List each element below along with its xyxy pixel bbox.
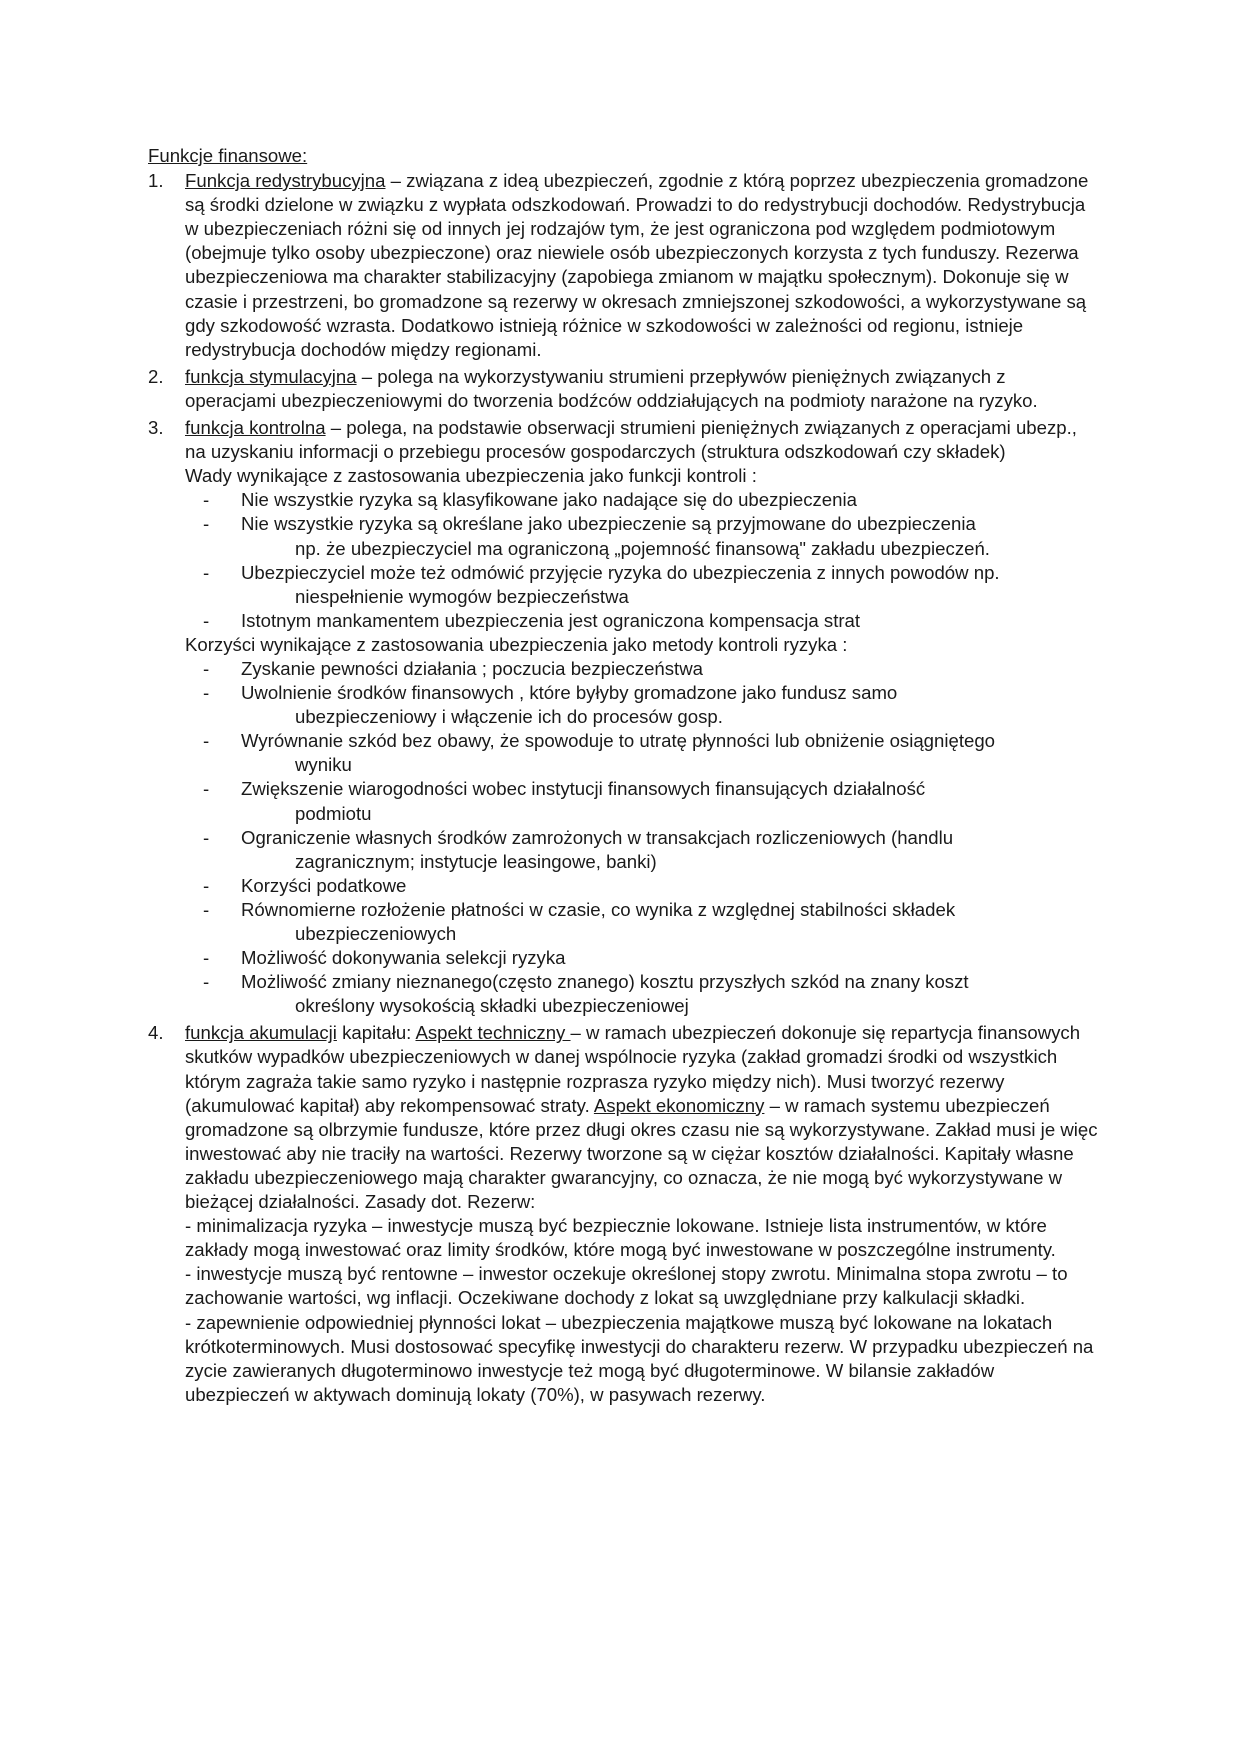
list-item: - Możliwość dokonywania selekcji ryzyka [185,946,1098,970]
list-item: - Uwolnienie środków finansowych , które byłyby gromadzone jako fundusz samo ubezpieczeniowy i włączenie ich do procesów gosp. [203,682,898,728]
list-item: - Ograniczenie własnych środków zamrożonych w transakcjach rozliczeniowych (handlu zagranicznym; instytucje leasingowe, banki) [203,826,954,872]
list-item: - Zwiększenie wiarogodności wobec instytucji finansowych finansujących działalność podmiotu [203,778,926,824]
dash-marker: - [203,657,210,679]
item-number: 3. [148,417,164,439]
term-accumulation: funkcja akumulacji [185,1022,337,1044]
document-title: Funkcje finansowe: [148,145,308,166]
item-text: – polega, na podstawie obserwacji strumieni pieniężnych związanych z operacjami ubezp., na uzyskaniu informacji o przebiegu procesów gospodarczych (struktura odszkodowań czy składek) [185,417,1077,463]
dash-marker: - [203,561,210,583]
term-technical-aspect: Aspekt techniczny [415,1022,571,1044]
dash-marker: - [203,898,210,920]
drawbacks-list [185,488,1098,633]
rule-liquidity: - zapewnienie odpowiedniej płynności lokat – ubezpieczenia majątkowe muszą być lokowane na lokatach krótkoterminowych. Musi dostosować specyfikę inwestycji do charakteru rezerw. W przypadku ubezpieczeń na zycie zawieranych długoterminowo inwestycje też mogą być długoterminowe. W bilansie zakładów ubezpieczeń w aktywach dominują lokaty (70%), w pasywach rezerwy. [185,1311,1094,1405]
benefits-heading: Korzyści wynikające z zastosowania ubezpieczenia jako metody kontroli ryzyka : [185,633,848,655]
term-control: funkcja kontrolna [185,417,326,439]
rule-profitability: - inwestycje muszą być rentowne – inwestor oczekuje określonej stopy zwrotu. Minimalna stopa zwrotu – to zachowanie wartości, wg inflacji. Oczekiwane dochody z lokat są uwzględniane przy kalkulacji składki. [185,1263,1068,1309]
list-item: - Równomierne rozłożenie płatności w czasie, co wynika z względnej stabilności składek ubezpieczeniowych [203,898,956,944]
dash-marker: - [203,874,210,896]
list-item: - Wyrównanie szkód bez obawy, że spowoduje to utratę płynności lub obniżenie osiągniętego wyniku [203,730,996,776]
dash-marker: - [203,489,210,511]
dash-marker: - [203,778,210,800]
term-redistribution: Funkcja redystrybucyjna [185,170,386,192]
list-item: - Ubezpieczyciel może też odmówić przyjęcie ryzyka do ubezpieczenia z innych powodów np. niespełnienie wymogów bezpieczeństwa [203,561,1000,607]
benefits-list [185,657,1098,1018]
item-number: 1. [148,170,164,192]
dash-marker: - [203,513,210,535]
rule-minimize-risk: - minimalizacja ryzyka – inwestycje muszą być bezpiecznie lokowane. Istnieje lista instrumentów, w które zakłady mogą inwestować oraz limity środków, które mogą być inwestowane w poszczególne instrumenty. [185,1215,1056,1261]
dash-marker: - [203,609,210,631]
dash-marker: - [203,826,210,848]
list-item-stimulation [148,365,1098,413]
item-text: – związana z ideą ubezpieczeń, zgodnie z którą poprzez ubezpieczenia gromadzone są środki dzielone w związku z wypłata odszkodowań. Prowadzi to do redystrybucji dochodów. Redystrybucja w ubezpieczeniach różni się od innych jej rodzajów tym, że jest ograniczona pod względem podmiotowym (obejmuje tylko osoby ubezpieczone) oraz niewiele osób ubezpieczonych korzysta z tych funduszy. Rezerwa ubezpieczeniowa ma charakter stabilizacyjny (zapobiega zmianom w majątku społecznym). Dokonuje się w czasie i przestrzeni, bo gromadzone są rezerwy w okresach zmniejszonej szkodowości, a wykorzystywane są gdy szkodowość wzrasta. Dodatkowo istnieją różnice w szkodowości w zależności od regionu, istnieje redystrybucja dochodów między regionami. [185,170,1089,360]
list-item-redistribution [148,169,1098,362]
list-item: - Korzyści podatkowe [185,874,1098,898]
item-number: 2. [148,365,164,387]
list-item: - Istotnym mankamentem ubezpieczenia jest ograniczona kompensacja strat [185,609,1098,633]
dash-marker: - [203,730,210,752]
list-item-accumulation: 4. funkcja akumulacji kapitału: Aspekt techniczny – w ramach ubezpieczeń dokonuje się repartycja finansowych skutków wypadków ubezpieczeniowych w danej wspólnocie ryzyka (zakład gromadzi środki od wszystkich którym zagraża takie samo ryzyko i następnie rozprasza ryzyko między nich). Musi tworzyć rezerwy (akumulować kapitał) aby rekompensować straty. Aspekt ekonomiczny – w ramach systemu ubezpieczeń gromadzone są olbrzymie fundusze, które przez długi okres czasu nie są wykorzystywane. Zakład musi je więc inwestować aby nie traciły na wartości. Rezerwy tworzone są w ciężar kosztów działalności. Kapitały własne zakładu ubezpieczeniowego mają charakter gwarancyjny, co oznacza, że nie mogą być wykorzystywane w bieżącej działalności. Zasady dot. Rezerw: - minimalizacja ryzyka – inwestycje muszą być bezpiecznie lokowane. Istnieje lista instrumentów, w które zakłady mogą inwestować oraz limity środków, które mogą być inwestowane w poszczególne instrumenty. - inwestycje muszą być rentowne – inwestor oczekuje określonej stopy zwrotu. Minimalna stopa zwrotu – to zachowanie wartości, wg inflacji. Oczekiwane dochody z lokat są uwzględniane przy kalkulacji składki. - zapewnienie odpowiedniej płynności lokat – ubezpieczenia majątkowe muszą być lokowane na lokatach krótkoterminowych. Musi dostosować specyfikę inwestycji do charakteru rezerw. W przypadku ubezpieczeń na zycie zawieranych długoterminowo inwestycje też mogą być długoterminowe. W bilansie zakładów ubezpieczeń w aktywach dominują lokaty (70%), w pasywach rezerwy. [148,1021,1098,1407]
dash-marker: - [203,971,210,993]
list-item: - Możliwość zmiany nieznanego(często znanego) kosztu przyszłych szkód na znany koszt określony wysokością składki ubezpieczeniowej [203,971,969,1017]
item-number: 4. [148,1022,164,1044]
functions-list [148,169,1098,1407]
document-content [148,144,1098,1410]
drawbacks-heading: Wady wynikające z zastosowania ubezpieczenia jako funkcji kontroli : [185,465,757,487]
list-item: - Nie wszystkie ryzyka są klasyfikowane jako nadające się do ubezpieczenia [185,488,1098,512]
item-text: – polega na wykorzystywaniu strumieni przepływów pieniężnych związanych z operacjami ubezpieczeniowymi do tworzenia bodźców oddziałujących na podmioty narażone na ryzyko. [185,365,1038,411]
list-item-control [148,416,1098,1018]
term-economic-aspect: Aspekt ekonomiczny [593,1094,765,1116]
dash-marker: - [203,682,210,704]
term-stimulation: funkcja stymulacyjna [185,365,357,387]
dash-marker: - [203,947,210,969]
list-item: - Zyskanie pewności działania ; poczucia bezpieczeństwa [185,657,1098,681]
list-item: - Nie wszystkie ryzyka są określane jako ubezpieczenie są przyjmowane do ubezpieczenia np. że ubezpieczyciel ma ograniczoną „pojemność finansową" zakładu ubezpieczeń. [203,513,990,559]
